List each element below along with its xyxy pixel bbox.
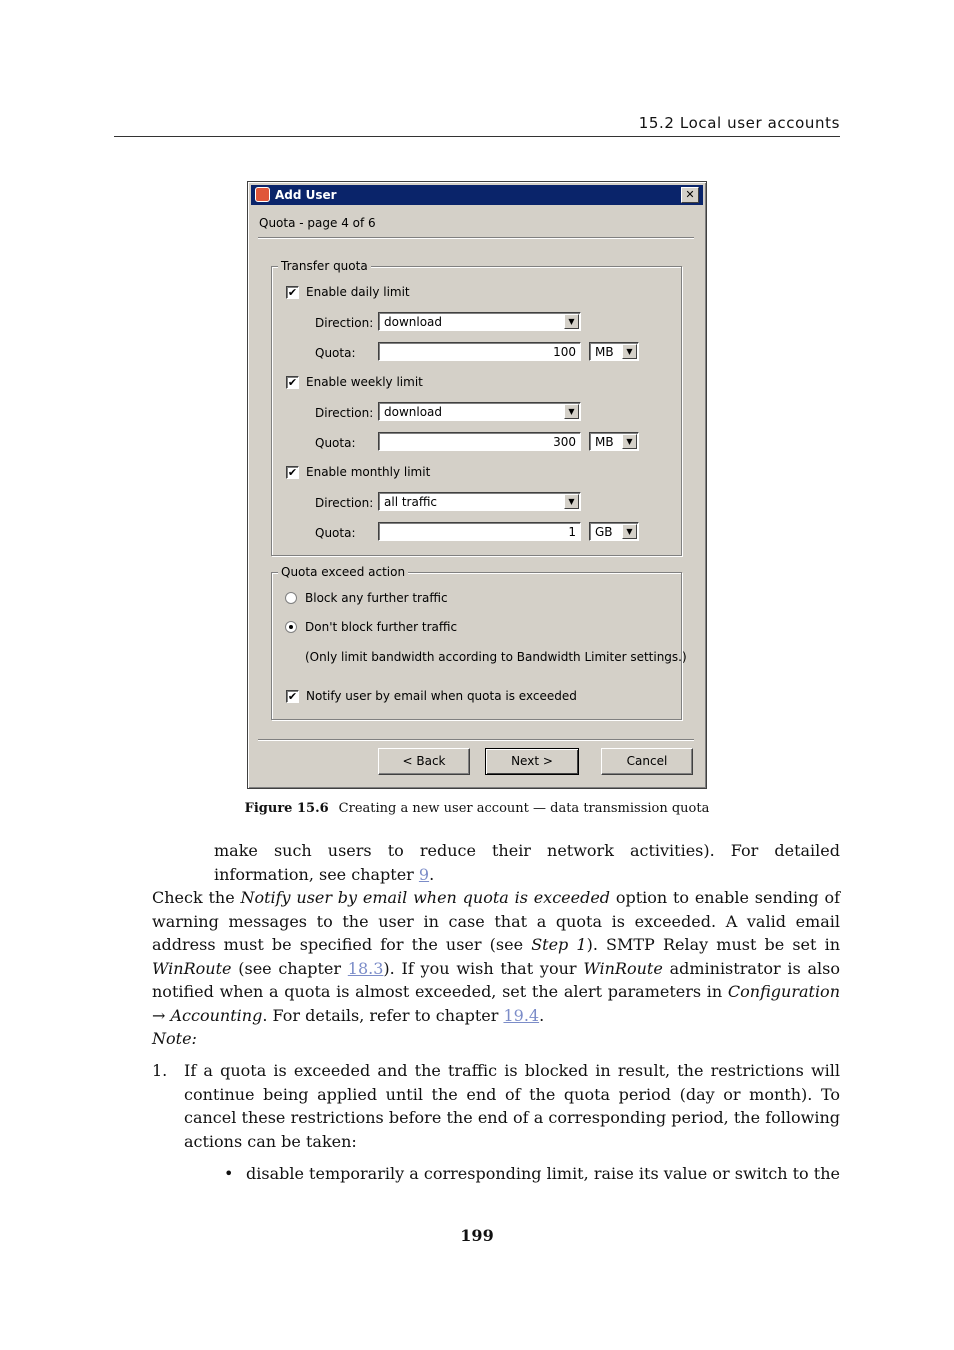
chevron-down-icon[interactable]: ▼ xyxy=(564,314,579,329)
daily-quota-input[interactable] xyxy=(378,342,581,361)
monthly-quota-value: 1 xyxy=(568,525,576,539)
header-divider xyxy=(258,237,694,239)
text-run: ). If you wish that your xyxy=(383,958,584,978)
figure-label: Figure 15.6 xyxy=(244,801,329,816)
bullet-item-1: disable temporarily a corresponding limit, raise its value or switch to the xyxy=(246,1164,840,1183)
weekly-direction-select[interactable] xyxy=(378,402,581,421)
chevron-down-icon[interactable]: ▼ xyxy=(622,524,637,539)
text-run: administrator is also notified when a quota is almost exceeded, set the alert parameters in xyxy=(152,958,840,1001)
continuation-text: make such users to reduce their network activities). For detailed information, see chapter xyxy=(214,841,840,884)
monthly-direction-value: all traffic xyxy=(384,495,438,509)
list-number: 1. xyxy=(152,1061,168,1080)
note-label-text: Note: xyxy=(152,1029,197,1048)
monthly-quota-label: Quota: xyxy=(315,526,356,540)
daily-unit-select[interactable] xyxy=(589,342,639,361)
block-traffic-radio[interactable] xyxy=(285,592,297,604)
back-button[interactable]: < Back xyxy=(378,748,470,775)
option-name: Notify user by email when quota is exceeded xyxy=(240,888,611,907)
chapter-18-3-link[interactable]: 18.3 xyxy=(347,958,384,978)
close-icon[interactable]: ✕ xyxy=(681,187,699,203)
notify-paragraph xyxy=(152,886,840,1027)
figure-caption-text: Creating a new user account — data transmission quota xyxy=(338,801,710,816)
weekly-limit-label: Enable weekly limit xyxy=(306,375,423,389)
list-item-1: If a quota is exceeded and the traffic is blocked in result, the restrictions will continue being applied until the end of the quota period (day or month). To cancel these restrictions before the end of a corresponding period, the following actions can be taken: xyxy=(184,1061,840,1151)
weekly-quota-input[interactable] xyxy=(378,432,581,451)
daily-direction-select[interactable] xyxy=(378,312,581,331)
continuation-end: . xyxy=(429,864,435,884)
bandwidth-note: (Only limit bandwidth according to Bandwidth Limiter settings.) xyxy=(305,650,687,664)
app-icon xyxy=(255,187,270,202)
monthly-direction-label: Direction: xyxy=(315,496,374,510)
quota-exceed-legend: Quota exceed action xyxy=(278,565,408,579)
daily-direction-value: download xyxy=(384,315,443,329)
chevron-down-icon[interactable]: ▼ xyxy=(622,434,637,449)
running-header: 15.2 Local user accounts xyxy=(114,114,840,137)
wizard-page-title: Quota - page 4 of 6 xyxy=(259,216,376,230)
add-user-dialog xyxy=(247,181,707,789)
figure-caption xyxy=(114,801,840,816)
menu-path: Configuration → Accounting xyxy=(152,982,840,1025)
chevron-down-icon[interactable]: ▼ xyxy=(564,404,579,419)
text-run: (see chapter xyxy=(231,958,348,978)
notify-user-label: Notify user by email when quota is exceeded xyxy=(306,689,577,703)
text-run: . xyxy=(539,1005,545,1025)
note-label xyxy=(152,1027,352,1051)
quota-exceed-group xyxy=(271,565,687,720)
transfer-quota-group xyxy=(271,259,682,556)
monthly-unit-select[interactable] xyxy=(589,522,639,541)
weekly-quota-value: 300 xyxy=(553,435,576,449)
chapter-19-4-link[interactable]: 19.4 xyxy=(503,1005,540,1025)
weekly-quota-label: Quota: xyxy=(315,436,356,450)
text-run: Check the xyxy=(152,888,241,907)
footer-divider xyxy=(258,739,694,741)
weekly-limit-checkbox[interactable]: ✔ xyxy=(287,376,298,389)
block-traffic-label: Block any further traffic xyxy=(305,591,448,605)
continuation-paragraph xyxy=(214,839,840,886)
weekly-direction-label: Direction: xyxy=(315,406,374,420)
weekly-unit-select[interactable] xyxy=(589,432,639,451)
text-run: option to enable sending of warning messages to the user in case that a quota is exceeded. A valid email address must be specified for the user (see xyxy=(152,888,840,954)
bullet-icon: • xyxy=(224,1164,234,1183)
daily-limit-label: Enable daily limit xyxy=(306,285,410,299)
daily-unit-value: MB xyxy=(595,345,614,359)
step-reference: Step 1 xyxy=(531,935,587,954)
product-name: WinRoute xyxy=(583,958,663,978)
monthly-limit-checkbox[interactable]: ✔ xyxy=(287,466,298,479)
dont-block-traffic-radio[interactable] xyxy=(285,621,297,633)
dont-block-traffic-label: Don't block further traffic xyxy=(305,620,458,634)
notify-user-checkbox[interactable]: ✔ xyxy=(287,690,298,703)
text-run: . For details, refer to chapter xyxy=(262,1005,504,1025)
monthly-direction-select[interactable] xyxy=(378,492,581,511)
monthly-quota-input[interactable] xyxy=(378,522,581,541)
chevron-down-icon[interactable]: ▼ xyxy=(622,344,637,359)
chevron-down-icon[interactable]: ▼ xyxy=(564,494,579,509)
monthly-unit-value: GB xyxy=(595,525,613,539)
chapter-9-link[interactable]: 9 xyxy=(418,864,430,884)
cancel-button[interactable]: Cancel xyxy=(601,748,693,775)
daily-quota-label: Quota: xyxy=(315,346,356,360)
monthly-limit-label: Enable monthly limit xyxy=(306,465,431,479)
title-bar[interactable] xyxy=(251,185,703,205)
transfer-quota-legend: Transfer quota xyxy=(278,259,371,273)
dialog-title: Add User xyxy=(275,188,337,202)
daily-direction-label: Direction: xyxy=(315,316,374,330)
product-name: WinRoute xyxy=(152,958,232,978)
next-button[interactable]: Next > xyxy=(485,748,579,775)
daily-quota-value: 100 xyxy=(553,345,576,359)
weekly-unit-value: MB xyxy=(595,435,614,449)
weekly-direction-value: download xyxy=(384,405,443,419)
text-run: ). SMTP Relay must be set in xyxy=(586,935,841,954)
page-number: 199 xyxy=(460,1226,494,1245)
radio-selected-dot xyxy=(289,625,293,629)
daily-limit-checkbox[interactable]: ✔ xyxy=(287,286,298,299)
